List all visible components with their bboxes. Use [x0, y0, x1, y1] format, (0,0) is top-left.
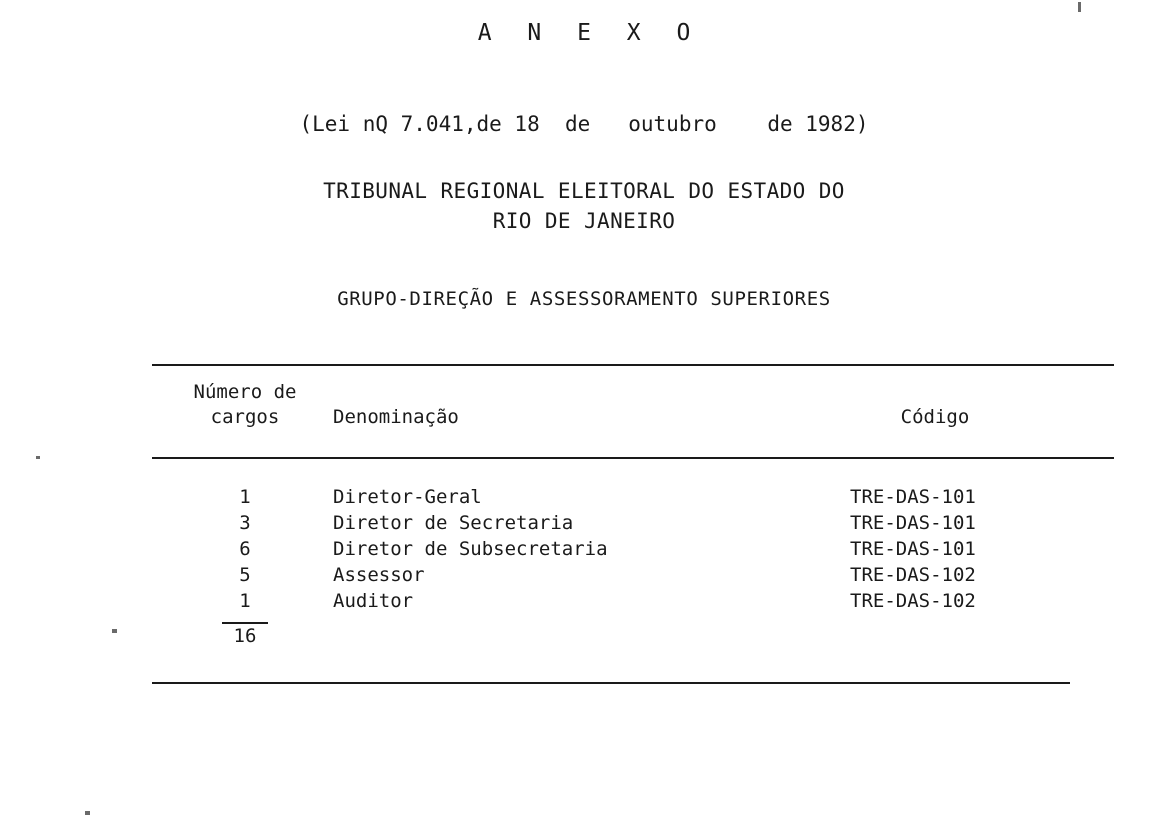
- cell-count: 1: [239, 486, 251, 508]
- cell-code: TRE-DAS-102: [850, 590, 976, 612]
- cell-code: TRE-DAS-101: [850, 538, 976, 560]
- scan-speck: [1078, 2, 1081, 12]
- table-row: [0, 590, 1168, 616]
- law-reference-spacer3: [717, 112, 768, 136]
- cell-count: 5: [239, 564, 251, 586]
- cell-count: 6: [239, 538, 251, 560]
- table-row: [0, 512, 1168, 538]
- court-name-line1: TRIBUNAL REGIONAL ELEITORAL DO ESTADO DO: [323, 179, 845, 203]
- column-header-denomination: Denominação: [333, 406, 459, 428]
- page-title: A N E X O: [477, 20, 702, 46]
- table-row: [0, 564, 1168, 590]
- law-reference-spacer2: [590, 112, 628, 136]
- law-reference-suffix: de 1982): [767, 112, 869, 136]
- table-top-rule: [152, 364, 1114, 366]
- cell-code: TRE-DAS-102: [850, 564, 976, 586]
- court-name-line2: RIO DE JANEIRO: [492, 209, 676, 233]
- cell-denomination: Diretor de Subsecretaria: [333, 538, 608, 560]
- total-rule: [222, 622, 268, 624]
- scan-speck: [85, 811, 90, 815]
- table-row: [0, 538, 1168, 564]
- cell-denomination: Diretor de Secretaria: [333, 512, 574, 534]
- cell-denomination: Auditor: [333, 590, 414, 612]
- cell-denomination: Diretor-Geral: [333, 486, 482, 508]
- law-reference: [0, 112, 1168, 136]
- scan-speck: [36, 456, 40, 459]
- cell-code: TRE-DAS-101: [850, 512, 976, 534]
- court-name: [0, 176, 1168, 236]
- table-header-rule: [152, 457, 1114, 459]
- column-header-count-line1: Número de: [193, 381, 297, 403]
- law-reference-month: outubro: [628, 112, 717, 136]
- law-reference-spacer1: [540, 112, 565, 136]
- cell-denomination: Assessor: [333, 564, 425, 586]
- cell-count: 1: [239, 590, 251, 612]
- table-row: [0, 486, 1168, 512]
- law-reference-prefix: (Lei nQ 7.041,de 18: [299, 112, 540, 136]
- column-header-code: Código: [900, 406, 970, 428]
- total-count: 16: [233, 625, 257, 647]
- cell-code: TRE-DAS-101: [850, 486, 976, 508]
- cell-count: 3: [239, 512, 251, 534]
- scan-speck: [112, 629, 117, 633]
- column-header-count: [160, 380, 330, 430]
- law-reference-mid: de: [565, 112, 591, 136]
- column-header-count-line2: cargos: [210, 406, 280, 428]
- table-bottom-rule: [152, 682, 1070, 684]
- table-body: [0, 486, 1168, 616]
- group-heading: GRUPO-DIREÇÃO E ASSESSORAMENTO SUPERIORES: [337, 288, 831, 310]
